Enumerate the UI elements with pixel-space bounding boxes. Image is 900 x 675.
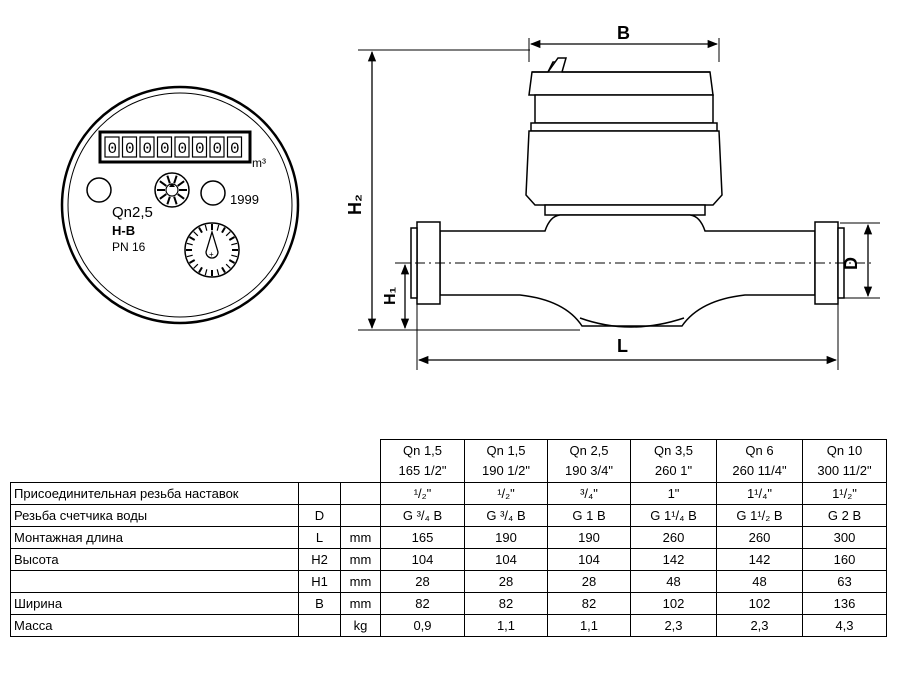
table-row — [11, 549, 887, 571]
row-name: Ширина — [11, 593, 299, 615]
row-symbol: H2 — [299, 549, 341, 571]
left-hole — [87, 178, 111, 202]
table-cell: 102 — [717, 593, 803, 615]
right-hole — [201, 181, 225, 205]
row-name: Монтажная длина — [11, 527, 299, 549]
table-cell: 63 — [803, 571, 887, 593]
counter-unit: m³ — [252, 156, 266, 170]
column-header — [717, 440, 803, 483]
row-symbol: L — [299, 527, 341, 549]
table-cell: 2,3 — [717, 615, 803, 637]
counter-digit: 0 — [125, 140, 135, 158]
table-cell: 260 — [631, 527, 717, 549]
row-unit — [341, 505, 381, 527]
table-cell: G 2 B — [803, 505, 887, 527]
row-symbol: H1 — [299, 571, 341, 593]
column-size: 300 11/2" — [817, 463, 872, 478]
table-cell: 136 — [803, 593, 887, 615]
row-name: Масса — [11, 615, 299, 637]
table-cell: G ³/₄ B — [465, 505, 548, 527]
counter-digit: 0 — [230, 140, 240, 158]
table-cell: 28 — [548, 571, 631, 593]
star-wheel-icon — [155, 173, 189, 207]
svg-text:L: L — [617, 336, 628, 356]
counter-digit: 0 — [142, 140, 153, 158]
table-cell: ¹/₂" — [465, 483, 548, 505]
svg-text:B: B — [617, 23, 630, 43]
counter-window — [100, 132, 250, 162]
table-cell: 1,1 — [465, 615, 548, 637]
column-model: Qn 3,5 — [653, 443, 694, 458]
table-cell: 1" — [631, 483, 717, 505]
model-label: Qn2,5 — [112, 204, 153, 221]
empty-header-cell — [341, 440, 381, 483]
column-header — [803, 440, 887, 483]
counter-digit: 0 — [195, 140, 205, 158]
table-cell: 102 — [631, 593, 717, 615]
row-unit: mm — [341, 527, 381, 549]
empty-header-cell — [11, 440, 299, 483]
table-cell: 0,9 — [381, 615, 465, 637]
meter-side-view — [411, 58, 844, 327]
counter-digit: 0 — [160, 140, 170, 158]
table-cell: 1¹/₂" — [803, 483, 887, 505]
specifications-table — [10, 439, 887, 637]
table-cell: 1,1 — [548, 615, 631, 637]
table-row — [11, 527, 887, 549]
column-header — [465, 440, 548, 483]
svg-text:D: D — [841, 257, 861, 270]
table-cell: G ³/₄ B — [381, 505, 465, 527]
column-header — [631, 440, 717, 483]
svg-text:H₁: H₁ — [382, 286, 399, 305]
svg-text:+: + — [209, 250, 214, 259]
dimension-b — [529, 23, 719, 62]
table-row — [11, 505, 887, 527]
table-cell: 104 — [381, 549, 465, 571]
year-label: 1999 — [230, 192, 259, 207]
column-model: Qn 1,5 — [402, 443, 443, 458]
column-model: Qn 6 — [745, 443, 774, 458]
row-symbol: B — [299, 593, 341, 615]
table-cell: 28 — [465, 571, 548, 593]
column-size: 190 1/2" — [482, 463, 530, 478]
column-model: Qn 10 — [826, 443, 863, 458]
column-model: Qn 1,5 — [486, 443, 526, 458]
row-symbol — [299, 615, 341, 637]
flow-indicator-icon — [185, 223, 239, 277]
row-unit: mm — [341, 593, 381, 615]
row-unit: mm — [341, 571, 381, 593]
table-cell: 82 — [548, 593, 631, 615]
empty-header-cell — [299, 440, 341, 483]
table-cell: 1¹/₄" — [717, 483, 803, 505]
table-cell: 104 — [465, 549, 548, 571]
counter-digit: 0 — [107, 140, 118, 158]
counter-digit: 0 — [212, 140, 223, 158]
row-unit: mm — [341, 549, 381, 571]
table-cell: 165 — [381, 527, 465, 549]
class-label: H-B — [112, 223, 136, 238]
table-header-row — [11, 440, 887, 483]
table-cell: 48 — [631, 571, 717, 593]
table-cell: 28 — [381, 571, 465, 593]
row-name — [11, 571, 299, 593]
row-unit: kg — [341, 615, 381, 637]
table-row — [11, 593, 887, 615]
table-cell: G 1¹/₂ B — [717, 505, 803, 527]
column-header — [381, 440, 465, 483]
table-cell: 142 — [631, 549, 717, 571]
column-size: 260 11/4" — [732, 463, 787, 478]
table-cell: ¹/₂" — [381, 483, 465, 505]
table-cell: 82 — [465, 593, 548, 615]
column-model: Qn 2,5 — [569, 443, 609, 458]
column-size: 190 3/4" — [565, 463, 613, 478]
column-size: 165 1/2" — [398, 463, 447, 478]
row-symbol: D — [299, 505, 341, 527]
row-unit — [341, 483, 381, 505]
table-cell: 190 — [548, 527, 631, 549]
table-cell: 4,3 — [803, 615, 887, 637]
table-cell: ³/₄" — [548, 483, 631, 505]
table-cell: 160 — [803, 549, 887, 571]
table-cell: 2,3 — [631, 615, 717, 637]
table-cell: 48 — [717, 571, 803, 593]
table-row — [11, 571, 887, 593]
table-cell: 82 — [381, 593, 465, 615]
table-cell: G 1 B — [548, 505, 631, 527]
table-cell: 260 — [717, 527, 803, 549]
table-cell: 300 — [803, 527, 887, 549]
table-cell: 104 — [548, 549, 631, 571]
table-row — [11, 615, 887, 637]
dimension-d — [840, 223, 880, 298]
row-name: Присоединительная резьба наставок — [11, 483, 299, 505]
counter-digit: 0 — [177, 140, 188, 158]
table-cell: G 1¹/₄ B — [631, 505, 717, 527]
svg-text:H₂: H₂ — [345, 194, 365, 215]
row-symbol — [299, 483, 341, 505]
table-row — [11, 483, 887, 505]
row-name: Высота — [11, 549, 299, 571]
pressure-label: PN 16 — [112, 240, 146, 254]
column-header — [548, 440, 631, 483]
row-name: Резьба счетчика воды — [11, 505, 299, 527]
table-cell: 190 — [465, 527, 548, 549]
dimension-h1 — [382, 263, 410, 328]
table-cell: 142 — [717, 549, 803, 571]
column-size: 260 1" — [654, 463, 693, 478]
